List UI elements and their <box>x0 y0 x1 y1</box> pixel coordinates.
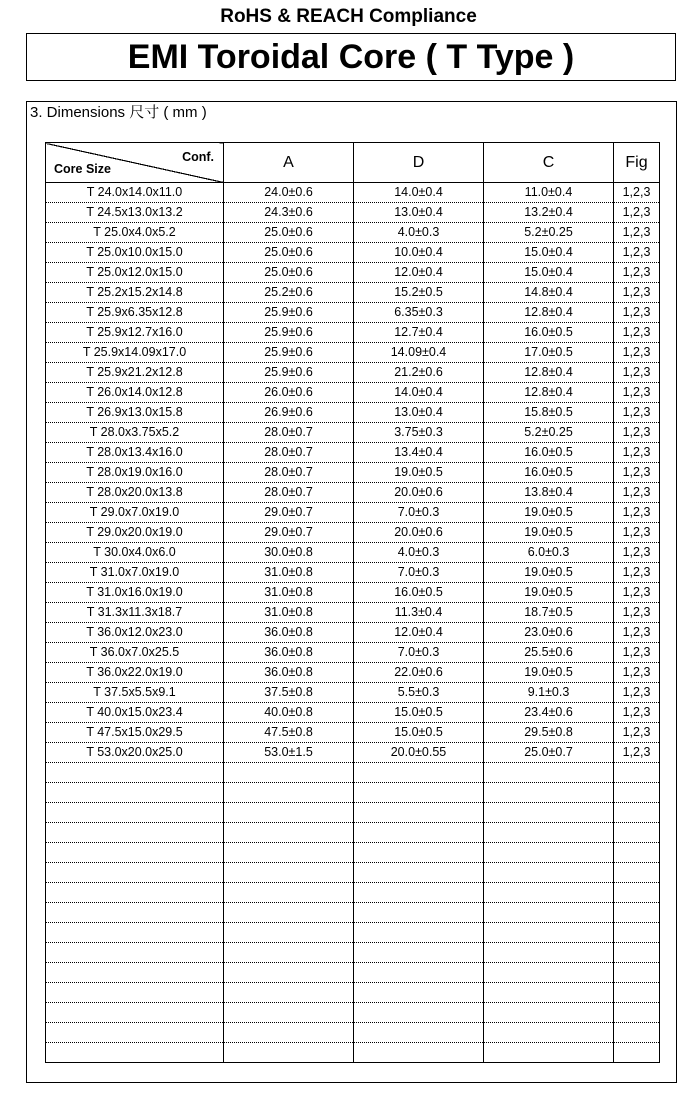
core-size-cell <box>46 1023 224 1043</box>
table-row <box>46 723 660 743</box>
d-cell: 15.0±0.5 <box>354 723 484 743</box>
table-row <box>46 743 660 763</box>
core-size-cell: T 47.5x15.0x29.5 <box>46 723 224 743</box>
table-row <box>46 583 660 603</box>
c-cell: 12.8±0.4 <box>484 303 614 323</box>
table-row <box>46 683 660 703</box>
table-header-row <box>46 143 660 183</box>
table-row <box>46 483 660 503</box>
core-size-cell <box>46 943 224 963</box>
d-cell: 14.0±0.4 <box>354 383 484 403</box>
core-size-cell <box>46 883 224 903</box>
table-row <box>46 1003 660 1023</box>
a-cell <box>224 783 354 803</box>
fig-cell: 1,2,3 <box>614 223 660 243</box>
core-size-cell <box>46 983 224 1003</box>
core-size-cell: T 31.0x7.0x19.0 <box>46 563 224 583</box>
a-cell <box>224 843 354 863</box>
c-cell: 16.0±0.5 <box>484 323 614 343</box>
c-cell <box>484 963 614 983</box>
a-cell: 24.0±0.6 <box>224 183 354 203</box>
core-size-cell: T 24.5x13.0x13.2 <box>46 203 224 223</box>
fig-cell: 1,2,3 <box>614 723 660 743</box>
fig-cell: 1,2,3 <box>614 283 660 303</box>
c-cell: 14.8±0.4 <box>484 283 614 303</box>
fig-cell: 1,2,3 <box>614 643 660 663</box>
d-cell: 20.0±0.55 <box>354 743 484 763</box>
table-row <box>46 623 660 643</box>
fig-cell <box>614 823 660 843</box>
fig-cell: 1,2,3 <box>614 583 660 603</box>
table-row <box>46 983 660 1003</box>
d-cell <box>354 1023 484 1043</box>
fig-cell: 1,2,3 <box>614 623 660 643</box>
c-cell: 19.0±0.5 <box>484 503 614 523</box>
table-row <box>46 903 660 923</box>
core-size-cell <box>46 1003 224 1023</box>
c-cell: 9.1±0.3 <box>484 683 614 703</box>
d-cell: 20.0±0.6 <box>354 523 484 543</box>
core-size-cell: T 25.9x14.09x17.0 <box>46 343 224 363</box>
core-size-cell <box>46 763 224 783</box>
core-size-cell <box>46 803 224 823</box>
table-row <box>46 563 660 583</box>
c-cell: 12.8±0.4 <box>484 363 614 383</box>
fig-cell: 1,2,3 <box>614 263 660 283</box>
d-cell: 12.0±0.4 <box>354 623 484 643</box>
a-cell <box>224 903 354 923</box>
a-cell: 36.0±0.8 <box>224 623 354 643</box>
a-cell: 24.3±0.6 <box>224 203 354 223</box>
c-cell: 25.0±0.7 <box>484 743 614 763</box>
c-cell <box>484 903 614 923</box>
fig-cell: 1,2,3 <box>614 483 660 503</box>
fig-cell: 1,2,3 <box>614 403 660 423</box>
column-header-fig: Fig <box>614 143 660 183</box>
core-size-cell: T 36.0x7.0x25.5 <box>46 643 224 663</box>
fig-cell: 1,2,3 <box>614 323 660 343</box>
fig-cell: 1,2,3 <box>614 523 660 543</box>
a-cell <box>224 883 354 903</box>
table-row <box>46 783 660 803</box>
core-size-cell: T 40.0x15.0x23.4 <box>46 703 224 723</box>
c-cell: 17.0±0.5 <box>484 343 614 363</box>
section-title: 3. Dimensions 尺寸 ( mm ) <box>30 104 207 121</box>
fig-cell <box>614 1003 660 1023</box>
a-cell: 37.5±0.8 <box>224 683 354 703</box>
table-row <box>46 223 660 243</box>
a-cell: 25.9±0.6 <box>224 343 354 363</box>
d-cell: 7.0±0.3 <box>354 563 484 583</box>
table-row <box>46 703 660 723</box>
fig-cell <box>614 803 660 823</box>
fig-cell <box>614 843 660 863</box>
d-cell <box>354 963 484 983</box>
a-cell: 25.9±0.6 <box>224 303 354 323</box>
c-cell: 5.2±0.25 <box>484 423 614 443</box>
core-size-label: Core Size <box>54 162 111 176</box>
a-cell: 40.0±0.8 <box>224 703 354 723</box>
core-size-cell <box>46 843 224 863</box>
fig-cell: 1,2,3 <box>614 603 660 623</box>
a-cell: 30.0±0.8 <box>224 543 354 563</box>
c-cell: 19.0±0.5 <box>484 663 614 683</box>
fig-cell <box>614 863 660 883</box>
c-cell: 15.0±0.4 <box>484 263 614 283</box>
column-header-c: C <box>484 143 614 183</box>
fig-cell: 1,2,3 <box>614 703 660 723</box>
c-cell: 11.0±0.4 <box>484 183 614 203</box>
fig-cell: 1,2,3 <box>614 683 660 703</box>
table-row <box>46 763 660 783</box>
fig-cell: 1,2,3 <box>614 243 660 263</box>
c-cell: 16.0±0.5 <box>484 443 614 463</box>
d-cell: 14.09±0.4 <box>354 343 484 363</box>
table-body <box>46 183 660 1063</box>
c-cell: 18.7±0.5 <box>484 603 614 623</box>
core-size-cell: T 25.0x12.0x15.0 <box>46 263 224 283</box>
a-cell <box>224 923 354 943</box>
a-cell: 36.0±0.8 <box>224 663 354 683</box>
d-cell <box>354 883 484 903</box>
c-cell <box>484 843 614 863</box>
table-row <box>46 863 660 883</box>
c-cell <box>484 1003 614 1023</box>
fig-cell <box>614 783 660 803</box>
table-row <box>46 963 660 983</box>
c-cell <box>484 863 614 883</box>
d-cell: 19.0±0.5 <box>354 463 484 483</box>
d-cell <box>354 983 484 1003</box>
core-size-cell: T 25.9x21.2x12.8 <box>46 363 224 383</box>
a-cell: 31.0±0.8 <box>224 583 354 603</box>
core-size-cell <box>46 823 224 843</box>
a-cell: 25.0±0.6 <box>224 243 354 263</box>
fig-cell: 1,2,3 <box>614 343 660 363</box>
fig-cell <box>614 763 660 783</box>
a-cell: 29.0±0.7 <box>224 523 354 543</box>
a-cell: 29.0±0.7 <box>224 503 354 523</box>
c-cell <box>484 763 614 783</box>
fig-cell: 1,2,3 <box>614 443 660 463</box>
c-cell: 29.5±0.8 <box>484 723 614 743</box>
d-cell <box>354 943 484 963</box>
table-row <box>46 923 660 943</box>
d-cell: 21.2±0.6 <box>354 363 484 383</box>
column-header-a: A <box>224 143 354 183</box>
c-cell <box>484 803 614 823</box>
a-cell: 28.0±0.7 <box>224 423 354 443</box>
c-cell: 15.8±0.5 <box>484 403 614 423</box>
core-size-cell: T 28.0x13.4x16.0 <box>46 443 224 463</box>
a-cell <box>224 863 354 883</box>
compliance-heading: RoHS & REACH Compliance <box>220 6 477 27</box>
table-row <box>46 383 660 403</box>
fig-cell <box>614 923 660 943</box>
c-cell <box>484 883 614 903</box>
d-cell: 6.35±0.3 <box>354 303 484 323</box>
a-cell: 36.0±0.8 <box>224 643 354 663</box>
core-size-cell <box>46 963 224 983</box>
core-size-cell: T 28.0x3.75x5.2 <box>46 423 224 443</box>
table-row <box>46 423 660 443</box>
fig-cell <box>614 1023 660 1043</box>
core-size-cell: T 37.5x5.5x9.1 <box>46 683 224 703</box>
corner-header-cell <box>46 143 224 183</box>
d-cell: 22.0±0.6 <box>354 663 484 683</box>
fig-cell <box>614 903 660 923</box>
fig-cell: 1,2,3 <box>614 423 660 443</box>
core-size-cell: T 28.0x19.0x16.0 <box>46 463 224 483</box>
table-row <box>46 363 660 383</box>
table-row <box>46 603 660 623</box>
d-cell: 7.0±0.3 <box>354 503 484 523</box>
d-cell: 5.5±0.3 <box>354 683 484 703</box>
a-cell: 25.9±0.6 <box>224 323 354 343</box>
d-cell: 11.3±0.4 <box>354 603 484 623</box>
d-cell: 20.0±0.6 <box>354 483 484 503</box>
c-cell <box>484 923 614 943</box>
c-cell: 23.4±0.6 <box>484 703 614 723</box>
d-cell <box>354 903 484 923</box>
c-cell: 16.0±0.5 <box>484 463 614 483</box>
c-cell: 23.0±0.6 <box>484 623 614 643</box>
a-cell: 28.0±0.7 <box>224 483 354 503</box>
a-cell <box>224 823 354 843</box>
a-cell <box>224 803 354 823</box>
d-cell <box>354 823 484 843</box>
d-cell: 15.2±0.5 <box>354 283 484 303</box>
c-cell: 15.0±0.4 <box>484 243 614 263</box>
c-cell <box>484 783 614 803</box>
d-cell <box>354 923 484 943</box>
a-cell: 26.0±0.6 <box>224 383 354 403</box>
c-cell: 19.0±0.5 <box>484 563 614 583</box>
table-row <box>46 503 660 523</box>
fig-cell <box>614 963 660 983</box>
table-row <box>46 343 660 363</box>
fig-cell: 1,2,3 <box>614 743 660 763</box>
d-cell: 13.0±0.4 <box>354 403 484 423</box>
d-cell <box>354 783 484 803</box>
d-cell: 3.75±0.3 <box>354 423 484 443</box>
c-cell <box>484 943 614 963</box>
core-size-cell <box>46 783 224 803</box>
core-size-cell: T 30.0x4.0x6.0 <box>46 543 224 563</box>
d-cell <box>354 843 484 863</box>
table-row <box>46 243 660 263</box>
a-cell <box>224 763 354 783</box>
a-cell <box>224 1023 354 1043</box>
dimensions-table <box>45 142 660 1063</box>
fig-cell: 1,2,3 <box>614 543 660 563</box>
fig-cell: 1,2,3 <box>614 463 660 483</box>
table-row <box>46 1043 660 1063</box>
core-size-cell: T 29.0x20.0x19.0 <box>46 523 224 543</box>
core-size-cell: T 31.0x16.0x19.0 <box>46 583 224 603</box>
a-cell <box>224 943 354 963</box>
fig-cell <box>614 1043 660 1063</box>
table-row <box>46 403 660 423</box>
d-cell: 14.0±0.4 <box>354 183 484 203</box>
c-cell <box>484 983 614 1003</box>
core-size-cell: T 26.0x14.0x12.8 <box>46 383 224 403</box>
d-cell: 10.0±0.4 <box>354 243 484 263</box>
d-cell: 16.0±0.5 <box>354 583 484 603</box>
d-cell <box>354 803 484 823</box>
c-cell <box>484 823 614 843</box>
c-cell: 6.0±0.3 <box>484 543 614 563</box>
c-cell: 19.0±0.5 <box>484 523 614 543</box>
fig-cell: 1,2,3 <box>614 503 660 523</box>
title-box <box>26 33 676 81</box>
core-size-cell: T 36.0x22.0x19.0 <box>46 663 224 683</box>
table-row <box>46 283 660 303</box>
a-cell <box>224 1043 354 1063</box>
core-size-cell: T 24.0x14.0x11.0 <box>46 183 224 203</box>
d-cell <box>354 1043 484 1063</box>
core-size-cell: T 25.9x12.7x16.0 <box>46 323 224 343</box>
core-size-cell: T 25.2x15.2x14.8 <box>46 283 224 303</box>
table-row <box>46 823 660 843</box>
core-size-cell <box>46 923 224 943</box>
table-row <box>46 323 660 343</box>
fig-cell: 1,2,3 <box>614 303 660 323</box>
table-row <box>46 183 660 203</box>
c-cell: 25.5±0.6 <box>484 643 614 663</box>
core-size-cell <box>46 863 224 883</box>
d-cell: 4.0±0.3 <box>354 223 484 243</box>
conf-label: Conf. <box>182 150 214 164</box>
core-size-cell: T 28.0x20.0x13.8 <box>46 483 224 503</box>
table-row <box>46 663 660 683</box>
a-cell <box>224 983 354 1003</box>
a-cell: 25.0±0.6 <box>224 223 354 243</box>
c-cell: 13.8±0.4 <box>484 483 614 503</box>
core-size-cell <box>46 903 224 923</box>
c-cell: 12.8±0.4 <box>484 383 614 403</box>
page-title: EMI Toroidal Core ( T Type ) <box>127 38 575 76</box>
a-cell: 25.0±0.6 <box>224 263 354 283</box>
core-size-cell: T 31.3x11.3x18.7 <box>46 603 224 623</box>
a-cell <box>224 1003 354 1023</box>
table-row <box>46 843 660 863</box>
c-cell: 5.2±0.25 <box>484 223 614 243</box>
table-row <box>46 463 660 483</box>
a-cell: 53.0±1.5 <box>224 743 354 763</box>
core-size-cell: T 25.0x4.0x5.2 <box>46 223 224 243</box>
a-cell: 28.0±0.7 <box>224 443 354 463</box>
core-size-cell: T 29.0x7.0x19.0 <box>46 503 224 523</box>
d-cell: 13.4±0.4 <box>354 443 484 463</box>
core-size-cell: T 25.0x10.0x15.0 <box>46 243 224 263</box>
table-row <box>46 543 660 563</box>
a-cell: 31.0±0.8 <box>224 563 354 583</box>
fig-cell <box>614 983 660 1003</box>
table-row <box>46 303 660 323</box>
table-row <box>46 263 660 283</box>
fig-cell <box>614 943 660 963</box>
table-row <box>46 1023 660 1043</box>
fig-cell: 1,2,3 <box>614 183 660 203</box>
table-row <box>46 523 660 543</box>
fig-cell: 1,2,3 <box>614 663 660 683</box>
a-cell: 25.9±0.6 <box>224 363 354 383</box>
d-cell: 15.0±0.5 <box>354 703 484 723</box>
c-cell: 19.0±0.5 <box>484 583 614 603</box>
c-cell <box>484 1043 614 1063</box>
c-cell: 13.2±0.4 <box>484 203 614 223</box>
fig-cell: 1,2,3 <box>614 363 660 383</box>
table-row <box>46 443 660 463</box>
table-row <box>46 803 660 823</box>
fig-cell <box>614 883 660 903</box>
core-size-cell: T 36.0x12.0x23.0 <box>46 623 224 643</box>
d-cell: 12.0±0.4 <box>354 263 484 283</box>
d-cell: 4.0±0.3 <box>354 543 484 563</box>
a-cell: 31.0±0.8 <box>224 603 354 623</box>
table-row <box>46 643 660 663</box>
a-cell: 25.2±0.6 <box>224 283 354 303</box>
a-cell: 26.9±0.6 <box>224 403 354 423</box>
d-cell: 12.7±0.4 <box>354 323 484 343</box>
a-cell: 28.0±0.7 <box>224 463 354 483</box>
core-size-cell: T 26.9x13.0x15.8 <box>46 403 224 423</box>
core-size-cell: T 53.0x20.0x25.0 <box>46 743 224 763</box>
fig-cell: 1,2,3 <box>614 383 660 403</box>
table-row <box>46 883 660 903</box>
column-header-d: D <box>354 143 484 183</box>
table-row <box>46 943 660 963</box>
a-cell <box>224 963 354 983</box>
d-cell: 7.0±0.3 <box>354 643 484 663</box>
d-cell: 13.0±0.4 <box>354 203 484 223</box>
fig-cell: 1,2,3 <box>614 203 660 223</box>
core-size-cell <box>46 1043 224 1063</box>
d-cell <box>354 763 484 783</box>
fig-cell: 1,2,3 <box>614 563 660 583</box>
core-size-cell: T 25.9x6.35x12.8 <box>46 303 224 323</box>
a-cell: 47.5±0.8 <box>224 723 354 743</box>
c-cell <box>484 1023 614 1043</box>
d-cell <box>354 1003 484 1023</box>
table-row <box>46 203 660 223</box>
d-cell <box>354 863 484 883</box>
